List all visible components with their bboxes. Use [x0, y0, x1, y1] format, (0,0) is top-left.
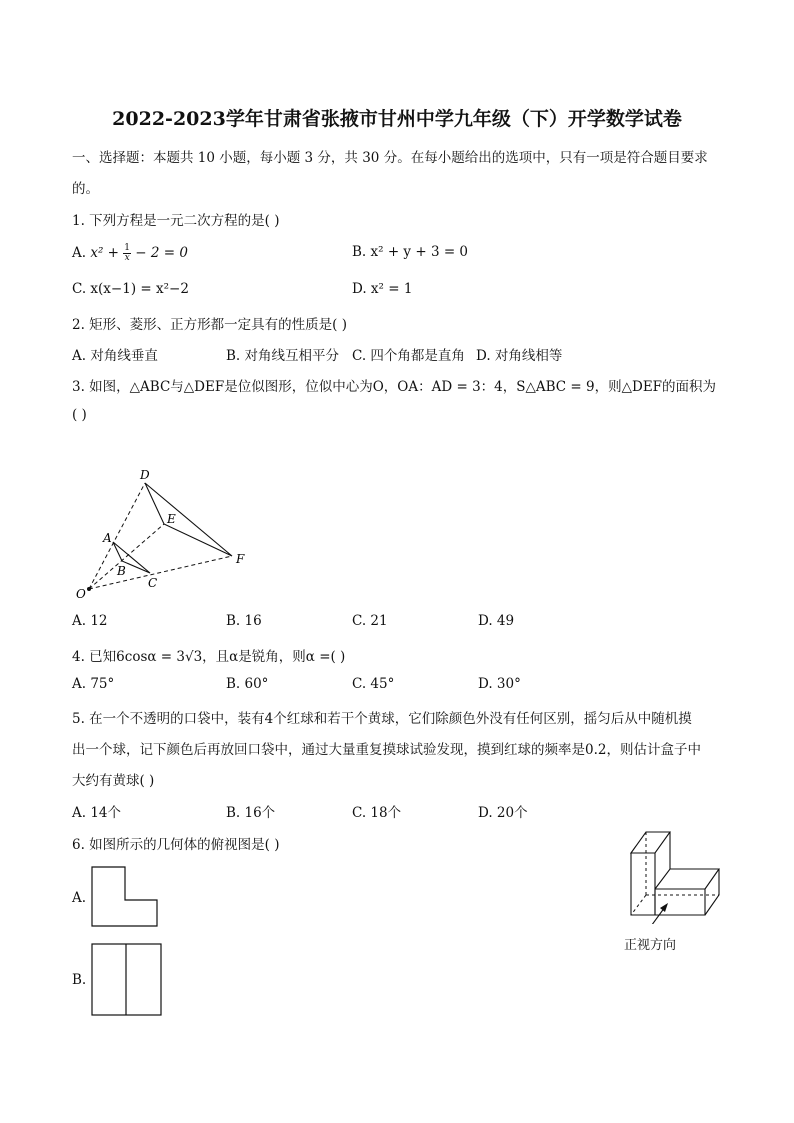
q5-option-d: D. 20个	[478, 805, 528, 821]
q2-stem: 2. 矩形、菱形、正方形都一定具有的性质是( )	[72, 317, 347, 333]
label-o: O	[76, 587, 86, 601]
label-b: B	[117, 564, 126, 578]
q3-homothety-figure	[72, 462, 262, 604]
label-d: D	[140, 468, 150, 482]
q1-option-c: C. x(x−1) = x²−2	[72, 281, 189, 297]
q3-option-b: B. 16	[226, 613, 262, 629]
q6-option-b-figure	[91, 943, 163, 1017]
line-o-f	[89, 556, 232, 589]
q3-stem: 3. 如图，△ABC与△DEF是位似图形，位似中心为O，OA：AD = 3：4，S△ABC = 9，则△DEF的面积为	[72, 379, 717, 395]
left-block-top	[631, 832, 670, 853]
q4-option-d: D. 30°	[478, 676, 521, 692]
q1-option-a-post: − 2 = 0	[135, 245, 188, 261]
q5-option-c: C. 18个	[352, 805, 402, 821]
l-shape-outline	[92, 867, 157, 926]
q1-option-a-numerator: 1	[124, 243, 130, 253]
right-block-side	[705, 869, 719, 915]
section-instructions-line1: 一、选择题：本题共 10 小题，每小题 3 分，共 30 分。在每小题给出的选项中，只有一项是符合题目要求	[72, 150, 708, 166]
q1-option-a	[72, 244, 188, 263]
q2-option-b: B. 对角线互相平分	[226, 348, 340, 364]
left-block-front	[631, 853, 655, 915]
q5-option-b: B. 16个	[226, 805, 276, 821]
q6-option-a-label: A.	[72, 890, 87, 906]
q1-option-a-fraction	[123, 244, 131, 263]
section-instructions-line2: 的。	[72, 181, 99, 197]
q3-stem-paren: ( )	[72, 407, 87, 423]
label-e: E	[167, 512, 176, 526]
q6-option-b-label: B.	[72, 972, 87, 988]
q1-option-b: B. x² + y + 3 = 0	[352, 244, 469, 260]
view-direction-label: 正视方向	[624, 938, 677, 953]
q1-stem: 1. 下列方程是一元二次方程的是( )	[72, 213, 280, 229]
q2-option-c: C. 四个角都是直角	[352, 348, 465, 364]
q4-option-b: B. 60°	[226, 676, 269, 692]
q6-solid-figure	[624, 828, 724, 924]
q1-option-a-denominator: x	[124, 253, 130, 263]
q3-option-c: C. 21	[352, 613, 388, 629]
label-f: F	[236, 552, 245, 566]
q6-stem: 6. 如图所示的几何体的俯视图是( )	[72, 837, 280, 853]
q5-stem-line3: 大约有黄球( )	[72, 773, 155, 789]
triangle-def	[145, 483, 232, 556]
page-title: 2022-2023学年甘肃省张掖市甘州中学九年级（下）开学数学试卷	[112, 108, 682, 130]
q1-option-d: D. x² = 1	[352, 281, 413, 297]
q3-option-a: A. 12	[72, 613, 108, 629]
view-arrow-head	[660, 903, 668, 912]
q3-option-d: D. 49	[478, 613, 515, 629]
q6-option-a-figure	[91, 866, 159, 928]
label-a: A	[103, 531, 112, 545]
q5-stem-line2: 出一个球，记下颜色后再放回口袋中，通过大量重复摸球试验发现，摸到红球的频率是0.2，则估计盒子中	[72, 742, 701, 758]
q2-option-a: A. 对角线垂直	[72, 348, 158, 364]
q2-option-d: D. 对角线相等	[476, 348, 563, 364]
right-block-top	[655, 869, 719, 889]
point-o	[87, 587, 91, 591]
q1-option-a-label: A.	[72, 245, 87, 261]
q4-option-c: C. 45°	[352, 676, 395, 692]
hidden-edge-diagonal	[631, 895, 646, 915]
q4-option-a: A. 75°	[72, 676, 115, 692]
q5-stem-line1: 5. 在一个不透明的口袋中，装有4个红球和若干个黄球，它们除颜色外没有任何区别，摇匀后从中随机摸	[72, 711, 692, 727]
label-c: C	[148, 576, 158, 590]
q4-stem: 4. 已知6cosα = 3√3，且α是锐角，则α =( )	[72, 649, 346, 665]
q1-option-a-pre: x² +	[90, 245, 124, 261]
q5-option-a: A. 14个	[72, 805, 122, 821]
